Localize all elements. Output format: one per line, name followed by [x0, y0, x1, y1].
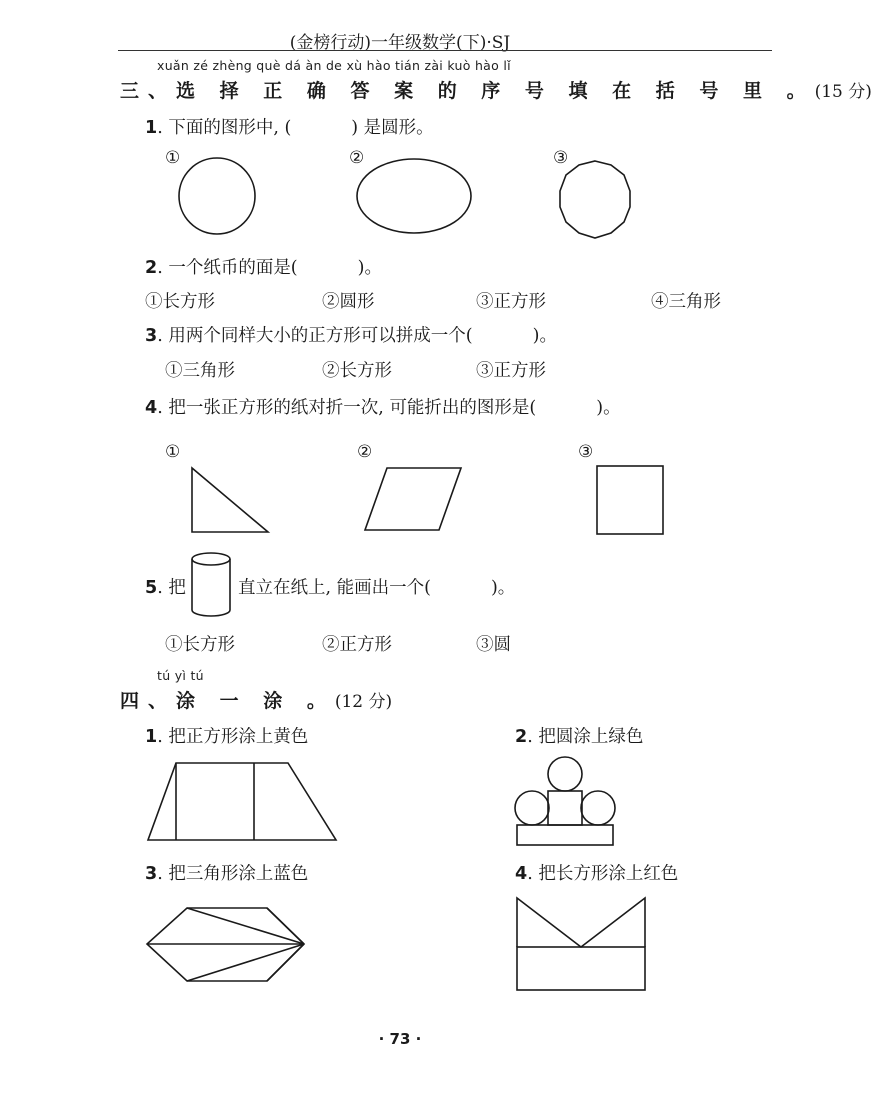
q3-option-1: ①三角形 — [165, 361, 235, 381]
section4-title-text: 四、涂 一 涂 。 — [120, 690, 335, 712]
q3-option-2: ②长方形 — [322, 361, 392, 381]
q5-text-b: 直立在纸上, 能画出一个( — [238, 578, 431, 598]
page-header: (金榜行动)一年级数学(下)·SJ — [289, 33, 511, 53]
q5-option-3: ③圆 — [476, 635, 511, 655]
q1-label-3: ③ — [553, 148, 569, 168]
section4-pinyin: tú yì tú — [157, 668, 204, 683]
q4-label-1: ① — [165, 442, 181, 462]
q3-option-3: ③正方形 — [476, 361, 546, 381]
c3-number: 3 — [145, 864, 158, 884]
q5-text-c: )。 — [490, 578, 516, 598]
q3-text-a: . 用两个同样大小的正方形可以拼成一个( — [157, 326, 473, 346]
q2-option-2: ②圆形 — [322, 292, 375, 312]
q4-text-b: )。 — [596, 398, 621, 418]
q5-option-2: ②正方形 — [322, 635, 392, 655]
q4-label-3: ③ — [578, 442, 594, 462]
q2-option-4: ④三角形 — [651, 292, 721, 312]
q4-text-a: . 把一张正方形的纸对折一次, 可能折出的图形是( — [157, 398, 537, 418]
q2-text-b: )。 — [357, 258, 382, 278]
q3-text-b: )。 — [532, 326, 557, 346]
page-number: · 73 · — [378, 1030, 422, 1048]
q2-text-a: . 一个纸币的面是( — [157, 258, 298, 278]
q3-number: 3 — [145, 326, 158, 346]
q2-number: 2 — [145, 258, 158, 278]
q1-text-a: . 下面的图形中, ( — [157, 118, 292, 138]
q4-label-2: ② — [357, 442, 373, 462]
section3-score: (15 分) — [814, 82, 872, 102]
section3-pinyin: xuǎn zé zhèng què dá àn de xù hào tián zài kuò hào lǐ — [157, 58, 511, 73]
q1-label-2: ② — [349, 148, 365, 168]
c2-number: 2 — [515, 727, 528, 747]
c4-number: 4 — [515, 864, 528, 884]
q2-option-1: ①长方形 — [145, 292, 215, 312]
c4-text: . 把长方形涂上红色 — [527, 864, 679, 884]
c1-number: 1 — [145, 727, 158, 747]
c1-text: . 把正方形涂上黄色 — [157, 727, 309, 747]
c3-text: . 把三角形涂上蓝色 — [157, 864, 309, 884]
q1-text-b: ) 是圆形。 — [351, 118, 434, 138]
section4-score: (12 分) — [334, 692, 393, 712]
q5-text-a: . 把 — [157, 578, 186, 598]
c2-text: . 把圆涂上绿色 — [527, 727, 644, 747]
q4-number: 4 — [145, 398, 158, 418]
c4-bottom-rectangle[interactable] — [517, 947, 645, 990]
section3-title-text: 三、选 择 正 确 答 案 的 序 号 填 在 括 号 里 。 — [120, 80, 815, 102]
q1-label-1: ① — [165, 148, 181, 168]
q5-number: 5 — [145, 578, 158, 598]
q1-number: 1 — [145, 118, 158, 138]
q2-option-3: ③正方形 — [476, 292, 546, 312]
q5-option-1: ①长方形 — [165, 635, 235, 655]
